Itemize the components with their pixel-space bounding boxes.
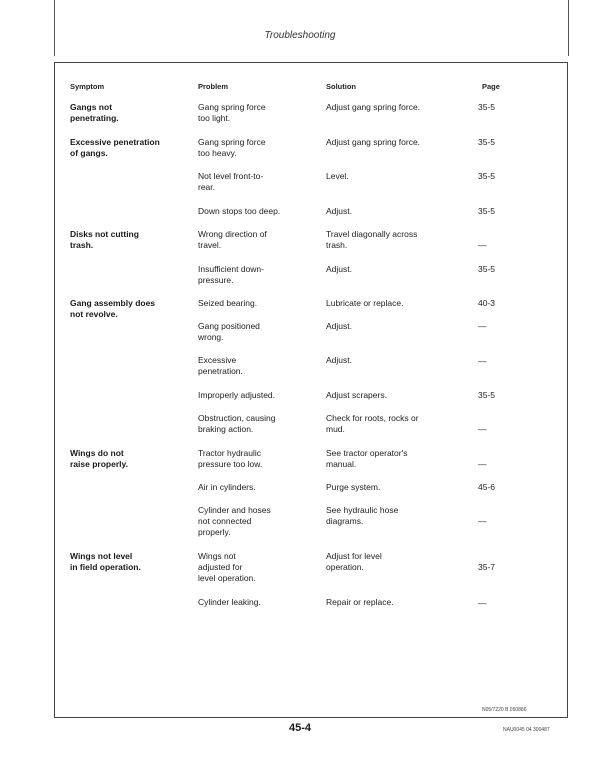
table-row-problem: Tractor hydraulic pressure too low.: [198, 448, 263, 469]
table-row-page: 35-5: [478, 137, 496, 147]
table-row-page: —: [478, 321, 487, 331]
table-row-page: —: [478, 424, 487, 434]
table-row-solution: Lubricate or replace.: [326, 298, 404, 308]
symptom-disks-not-cutting: Disks not cutting trash.: [70, 229, 139, 250]
table-row-problem: Gang spring force too light.: [198, 102, 266, 123]
table-row-problem: Air in cylinders.: [198, 482, 256, 492]
table-row-solution: Level.: [326, 171, 349, 181]
column-header-symptom: Symptom: [70, 82, 105, 91]
table-row-page: —: [478, 240, 487, 250]
table-row-problem: Obstruction, causing braking action.: [198, 413, 276, 434]
right-margin-rule: [568, 0, 569, 56]
table-row-problem: Not level front-to- rear.: [198, 171, 264, 192]
table-row-solution: Adjust scrapers.: [326, 390, 387, 400]
table-row-solution: Check for roots, rocks or mud.: [326, 413, 419, 434]
table-row-solution: Adjust.: [326, 321, 352, 331]
table-row-solution: Purge system.: [326, 482, 381, 492]
symptom-wings-not-raise: Wings do not raise properly.: [70, 448, 128, 469]
table-row-solution: Travel diagonally across trash.: [326, 229, 418, 250]
column-header-page: Page: [482, 82, 500, 91]
table-row-page: 45-6: [478, 482, 496, 492]
table-row-page: —: [478, 516, 487, 526]
reference-code: N05/7220 B 050886: [482, 707, 527, 713]
table-row-solution: See tractor operator's manual.: [326, 448, 408, 469]
table-row-problem: Cylinder leaking.: [198, 597, 261, 607]
table-row-problem: Gang positioned wrong.: [198, 321, 260, 342]
table-row-solution: Repair or replace.: [326, 597, 394, 607]
table-row-solution: Adjust gang spring force.: [326, 137, 421, 147]
column-header-solution: Solution: [326, 82, 356, 91]
document-code: NAU0045 04 300487: [503, 727, 550, 733]
table-row-page: —: [478, 598, 487, 608]
table-row-problem: Wings not adjusted for level operation.: [198, 551, 256, 583]
page-number: 45-4: [288, 722, 312, 734]
table-row-problem: Insufficient down- pressure.: [198, 264, 264, 285]
symptom-excessive-penetration: Excessive penetration of gangs.: [70, 137, 160, 158]
table-row-problem: Down stops too deep.: [198, 206, 281, 216]
table-row-problem: Seized bearing.: [198, 298, 258, 308]
table-row-page: 35-5: [478, 264, 496, 274]
table-row-page: —: [478, 459, 487, 469]
table-row-solution: Adjust.: [326, 355, 352, 365]
table-row-page: 35-5: [478, 171, 496, 181]
column-header-problem: Problem: [198, 82, 229, 91]
left-margin-rule: [54, 0, 55, 56]
table-row-solution: Adjust.: [326, 264, 352, 274]
table-row-solution: See hydraulic hose diagrams.: [326, 505, 399, 526]
table-row-problem: Improperly adjusted.: [198, 390, 276, 400]
symptom-gangs-not-penetrating: Gangs not penetrating.: [70, 102, 119, 123]
table-row-solution: Adjust.: [326, 206, 352, 216]
table-row-problem: Cylinder and hoses not connected properly.: [198, 505, 271, 537]
table-row-problem: Excessive penetration.: [198, 355, 243, 376]
table-row-solution: Adjust gang spring force.: [326, 102, 421, 112]
table-row-solution: Adjust for level operation.: [326, 551, 382, 572]
table-row-page: 40-3: [478, 298, 496, 308]
symptom-gang-not-revolve: Gang assembly does not revolve.: [70, 298, 156, 319]
table-row-page: 35-5: [478, 206, 496, 216]
symptom-wings-not-level: Wings not level in field operation.: [70, 551, 141, 572]
table-row-page: 35-7: [478, 562, 496, 572]
table-row-page: —: [478, 356, 487, 366]
table-row-problem: Gang spring force too heavy.: [198, 137, 266, 158]
page-title: Troubleshooting: [264, 30, 336, 41]
table-row-page: 35-5: [478, 102, 496, 112]
table-row-problem: Wrong direction of travel.: [198, 229, 267, 250]
table-row-page: 35-5: [478, 390, 496, 400]
